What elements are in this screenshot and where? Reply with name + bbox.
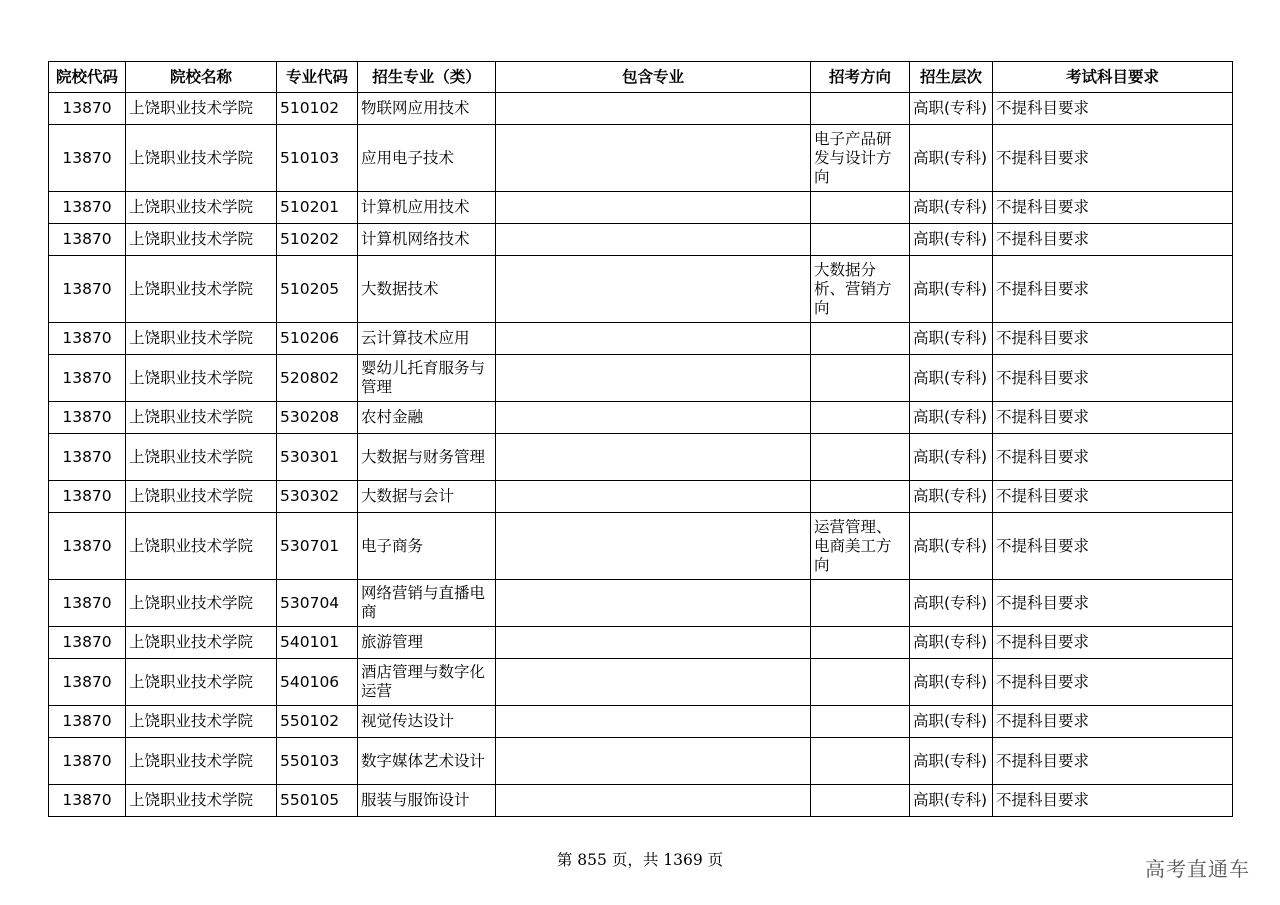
cell-requirement: 不提科目要求 — [993, 627, 1233, 659]
cell-school-name: 上饶职业技术学院 — [126, 580, 277, 627]
cell-includes — [496, 580, 811, 627]
header-includes: 包含专业 — [496, 62, 811, 93]
cell-includes — [496, 627, 811, 659]
table-row — [49, 659, 1233, 706]
cell-school-code: 13870 — [49, 513, 126, 580]
table-row — [49, 125, 1233, 192]
table-row — [49, 738, 1233, 785]
header-major-code: 专业代码 — [277, 62, 358, 93]
cell-direction — [811, 402, 910, 434]
cell-includes — [496, 706, 811, 738]
cell-includes — [496, 192, 811, 224]
cell-direction: 运营管理、电商美工方向 — [811, 513, 910, 580]
cell-requirement: 不提科目要求 — [993, 355, 1233, 402]
cell-direction — [811, 659, 910, 706]
cell-school-code: 13870 — [49, 125, 126, 192]
cell-major-code: 540101 — [277, 627, 358, 659]
cell-includes — [496, 785, 811, 817]
cell-major: 大数据技术 — [358, 256, 496, 323]
cell-level: 高职(专科) — [910, 402, 993, 434]
cell-school-code: 13870 — [49, 738, 126, 785]
cell-direction — [811, 706, 910, 738]
table-row — [49, 402, 1233, 434]
cell-school-code: 13870 — [49, 192, 126, 224]
cell-major: 旅游管理 — [358, 627, 496, 659]
cell-direction: 电子产品研发与设计方向 — [811, 125, 910, 192]
cell-major-code: 510102 — [277, 93, 358, 125]
cell-level: 高职(专科) — [910, 738, 993, 785]
cell-school-code: 13870 — [49, 224, 126, 256]
cell-school-name: 上饶职业技术学院 — [126, 355, 277, 402]
cell-major: 婴幼儿托育服务与管理 — [358, 355, 496, 402]
cell-includes — [496, 481, 811, 513]
cell-includes — [496, 659, 811, 706]
cell-school-code: 13870 — [49, 323, 126, 355]
cell-level: 高职(专科) — [910, 659, 993, 706]
cell-requirement: 不提科目要求 — [993, 224, 1233, 256]
cell-major: 酒店管理与数字化运营 — [358, 659, 496, 706]
table-row — [49, 580, 1233, 627]
cell-level: 高职(专科) — [910, 224, 993, 256]
cell-requirement: 不提科目要求 — [993, 738, 1233, 785]
cell-level: 高职(专科) — [910, 125, 993, 192]
cell-level: 高职(专科) — [910, 627, 993, 659]
cell-major-code: 550103 — [277, 738, 358, 785]
cell-requirement: 不提科目要求 — [993, 513, 1233, 580]
cell-major-code: 530301 — [277, 434, 358, 481]
cell-includes — [496, 323, 811, 355]
cell-includes — [496, 513, 811, 580]
cell-school-code: 13870 — [49, 627, 126, 659]
cell-school-code: 13870 — [49, 659, 126, 706]
cell-major-code: 530208 — [277, 402, 358, 434]
header-major: 招生专业（类） — [358, 62, 496, 93]
cell-school-name: 上饶职业技术学院 — [126, 323, 277, 355]
cell-requirement: 不提科目要求 — [993, 93, 1233, 125]
cell-major-code: 530704 — [277, 580, 358, 627]
cell-major-code: 510103 — [277, 125, 358, 192]
cell-requirement: 不提科目要求 — [993, 402, 1233, 434]
cell-major: 云计算技术应用 — [358, 323, 496, 355]
cell-level: 高职(专科) — [910, 513, 993, 580]
table-row — [49, 192, 1233, 224]
cell-major: 大数据与会计 — [358, 481, 496, 513]
cell-level: 高职(专科) — [910, 323, 993, 355]
cell-requirement: 不提科目要求 — [993, 785, 1233, 817]
cell-school-name: 上饶职业技术学院 — [126, 627, 277, 659]
cell-school-code: 13870 — [49, 481, 126, 513]
table-row — [49, 355, 1233, 402]
cell-requirement: 不提科目要求 — [993, 659, 1233, 706]
cell-level: 高职(专科) — [910, 481, 993, 513]
cell-level: 高职(专科) — [910, 256, 993, 323]
cell-major: 物联网应用技术 — [358, 93, 496, 125]
cell-school-code: 13870 — [49, 785, 126, 817]
cell-level: 高职(专科) — [910, 355, 993, 402]
cell-level: 高职(专科) — [910, 192, 993, 224]
cell-direction — [811, 192, 910, 224]
cell-school-code: 13870 — [49, 402, 126, 434]
cell-level: 高职(专科) — [910, 93, 993, 125]
cell-school-name: 上饶职业技术学院 — [126, 93, 277, 125]
cell-direction: 大数据分析、营销方向 — [811, 256, 910, 323]
table-row — [49, 513, 1233, 580]
admissions-table — [48, 61, 1233, 817]
table-row — [49, 434, 1233, 481]
cell-includes — [496, 434, 811, 481]
cell-school-code: 13870 — [49, 355, 126, 402]
cell-school-name: 上饶职业技术学院 — [126, 402, 277, 434]
header-level: 招生层次 — [910, 62, 993, 93]
table-row — [49, 93, 1233, 125]
cell-school-name: 上饶职业技术学院 — [126, 513, 277, 580]
cell-major: 计算机应用技术 — [358, 192, 496, 224]
watermark-logo: 高考直通车 — [1145, 857, 1250, 881]
cell-school-code: 13870 — [49, 256, 126, 323]
cell-includes — [496, 256, 811, 323]
cell-major-code: 510201 — [277, 192, 358, 224]
header-requirement: 考试科目要求 — [993, 62, 1233, 93]
cell-school-name: 上饶职业技术学院 — [126, 659, 277, 706]
cell-major-code: 510206 — [277, 323, 358, 355]
cell-level: 高职(专科) — [910, 706, 993, 738]
cell-direction — [811, 323, 910, 355]
cell-major-code: 530701 — [277, 513, 358, 580]
cell-major: 大数据与财务管理 — [358, 434, 496, 481]
cell-major: 计算机网络技术 — [358, 224, 496, 256]
cell-school-name: 上饶职业技术学院 — [126, 706, 277, 738]
page-number: 第 855 页，共 1369 页 — [556, 851, 724, 869]
header-school-code: 院校代码 — [49, 62, 126, 93]
cell-direction — [811, 355, 910, 402]
cell-major: 视觉传达设计 — [358, 706, 496, 738]
cell-direction — [811, 785, 910, 817]
cell-requirement: 不提科目要求 — [993, 706, 1233, 738]
cell-requirement: 不提科目要求 — [993, 481, 1233, 513]
table-row — [49, 256, 1233, 323]
cell-includes — [496, 738, 811, 785]
cell-major-code: 510202 — [277, 224, 358, 256]
cell-school-code: 13870 — [49, 93, 126, 125]
cell-major-code: 550105 — [277, 785, 358, 817]
cell-includes — [496, 93, 811, 125]
cell-requirement: 不提科目要求 — [993, 434, 1233, 481]
cell-direction — [811, 434, 910, 481]
cell-school-name: 上饶职业技术学院 — [126, 256, 277, 323]
cell-direction — [811, 481, 910, 513]
cell-direction — [811, 580, 910, 627]
table-row — [49, 627, 1233, 659]
cell-includes — [496, 355, 811, 402]
cell-school-name: 上饶职业技术学院 — [126, 125, 277, 192]
cell-school-code: 13870 — [49, 434, 126, 481]
cell-major-code: 550102 — [277, 706, 358, 738]
cell-direction — [811, 93, 910, 125]
cell-direction — [811, 738, 910, 785]
cell-level: 高职(专科) — [910, 785, 993, 817]
cell-school-name: 上饶职业技术学院 — [126, 481, 277, 513]
cell-major: 应用电子技术 — [358, 125, 496, 192]
cell-includes — [496, 224, 811, 256]
table-row — [49, 706, 1233, 738]
cell-school-code: 13870 — [49, 580, 126, 627]
cell-major: 农村金融 — [358, 402, 496, 434]
cell-major: 网络营销与直播电商 — [358, 580, 496, 627]
cell-major-code: 510205 — [277, 256, 358, 323]
cell-includes — [496, 402, 811, 434]
header-school-name: 院校名称 — [126, 62, 277, 93]
cell-major-code: 530302 — [277, 481, 358, 513]
table-header-row — [49, 62, 1233, 93]
cell-requirement: 不提科目要求 — [993, 192, 1233, 224]
cell-school-name: 上饶职业技术学院 — [126, 738, 277, 785]
cell-school-name: 上饶职业技术学院 — [126, 785, 277, 817]
cell-school-name: 上饶职业技术学院 — [126, 434, 277, 481]
table-row — [49, 481, 1233, 513]
cell-direction — [811, 224, 910, 256]
cell-requirement: 不提科目要求 — [993, 125, 1233, 192]
cell-major: 服装与服饰设计 — [358, 785, 496, 817]
cell-school-name: 上饶职业技术学院 — [126, 224, 277, 256]
cell-level: 高职(专科) — [910, 580, 993, 627]
cell-includes — [496, 125, 811, 192]
table-row — [49, 224, 1233, 256]
cell-school-code: 13870 — [49, 706, 126, 738]
table-row — [49, 785, 1233, 817]
cell-level: 高职(专科) — [910, 434, 993, 481]
cell-direction — [811, 627, 910, 659]
header-direction: 招考方向 — [811, 62, 910, 93]
cell-major: 数字媒体艺术设计 — [358, 738, 496, 785]
cell-requirement: 不提科目要求 — [993, 580, 1233, 627]
table-row — [49, 323, 1233, 355]
cell-school-name: 上饶职业技术学院 — [126, 192, 277, 224]
cell-requirement: 不提科目要求 — [993, 323, 1233, 355]
cell-major-code: 520802 — [277, 355, 358, 402]
cell-major-code: 540106 — [277, 659, 358, 706]
cell-major: 电子商务 — [358, 513, 496, 580]
cell-requirement: 不提科目要求 — [993, 256, 1233, 323]
